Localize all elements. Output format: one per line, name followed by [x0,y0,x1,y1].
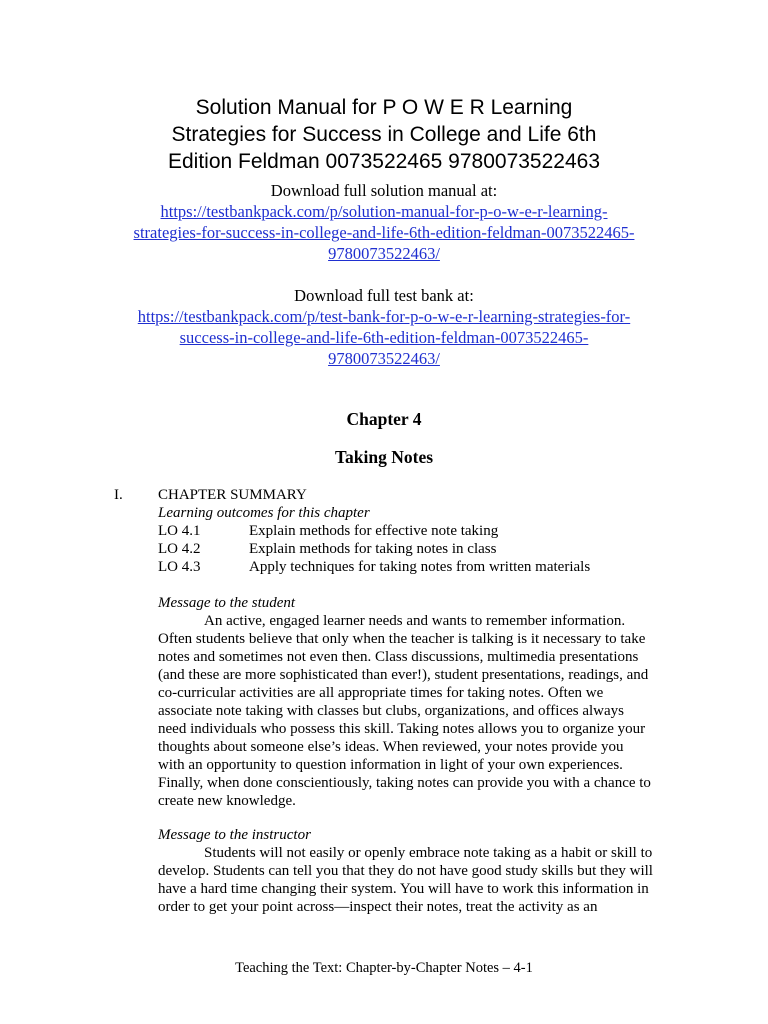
paragraph-line: need individuals who possess this skill. Taking notes allows you to organize your [158,721,646,737]
solution-download-link-line[interactable]: 9780073522463/ [328,244,440,263]
outcomes-heading: Learning outcomes for this chapter [158,505,370,521]
page-footer: Teaching the Text: Chapter-by-Chapter Notes – 4-1 [235,960,533,976]
document-title [100,94,668,175]
paragraph-line: Finally, when done conscientiously, taking notes can provide you with a chance to [158,775,651,791]
chapter-label: Chapter 4 [346,409,422,429]
paragraph-line: with an opportunity to question information in light of your own experiences. [158,757,623,773]
testbank-download-link-line[interactable]: success-in-college-and-life-6th-edition-feldman-0073522465- [179,328,589,347]
outcome-text: Explain methods for taking notes in class [249,541,497,557]
section-numeral: I. [114,487,123,503]
paragraph-line: create new knowledge. [158,793,296,809]
solution-download-link-line[interactable]: strategies-for-success-in-college-and-life-6th-edition-feldman-0073522465- [133,223,635,242]
paragraph-line: order to get your point across—inspect their notes, treat the activity as an [158,899,598,915]
instructor-message-body [158,844,658,916]
paragraph-line: co-curricular activities are all appropriate times for taking notes. Often we [158,685,604,701]
paragraph-line: have a hard time changing their system. You will have to work this information in [158,881,649,897]
paragraph-line: (and these are more sophisticated than ever!), student presentations, readings, and [158,667,649,683]
instructor-message-heading: Message to the instructor [158,827,311,843]
chapter-title: Taking Notes [334,447,434,467]
testbank-download-block [90,285,678,369]
title-line: Strategies for Success in College and Life 6th [171,123,597,146]
solution-download-link-line[interactable]: https://testbankpack.com/p/solution-manual-for-p-o-w-e-r-learning- [160,202,608,221]
paragraph-line: associate note taking with classes but clubs, organizations, and offices always [158,703,624,719]
outcome-code: LO 4.1 [158,523,201,539]
section-heading: CHAPTER SUMMARY [158,487,307,503]
paragraph-line: thoughts about someone else’s ideas. When reviewed, your notes provide you [158,739,624,755]
outcome-code: LO 4.2 [158,541,201,557]
student-message-body [158,612,658,810]
testbank-download-link-line[interactable]: https://testbankpack.com/p/test-bank-for-p-o-w-e-r-learning-strategies-for- [137,307,631,326]
testbank-download-label: Download full test bank at: [294,286,474,305]
outcome-text: Apply techniques for taking notes from written materials [249,559,591,575]
testbank-download-link-line[interactable]: 9780073522463/ [328,349,440,368]
outcome-code: LO 4.3 [158,559,201,575]
paragraph-line: Often students believe that only when the teacher is talking is it necessary to take [158,631,646,647]
paragraph-line: develop. Students can tell you that they do not have good study skills but they will [158,863,653,879]
paragraph-line: An active, engaged learner needs and wants to remember information. [204,613,626,629]
solution-download-block [90,180,678,264]
title-line: Solution Manual for P O W E R Learning [195,96,573,119]
outcome-text: Explain methods for effective note taking [249,523,499,539]
solution-download-label: Download full solution manual at: [270,181,498,200]
paragraph-line: Students will not easily or openly embrace note taking as a habit or skill to [204,845,653,861]
paragraph-line: notes and sometimes not even then. Class discussions, multimedia presentations [158,649,639,665]
student-message-heading: Message to the student [158,595,296,611]
title-line: Edition Feldman 0073522465 9780073522463 [167,150,601,173]
